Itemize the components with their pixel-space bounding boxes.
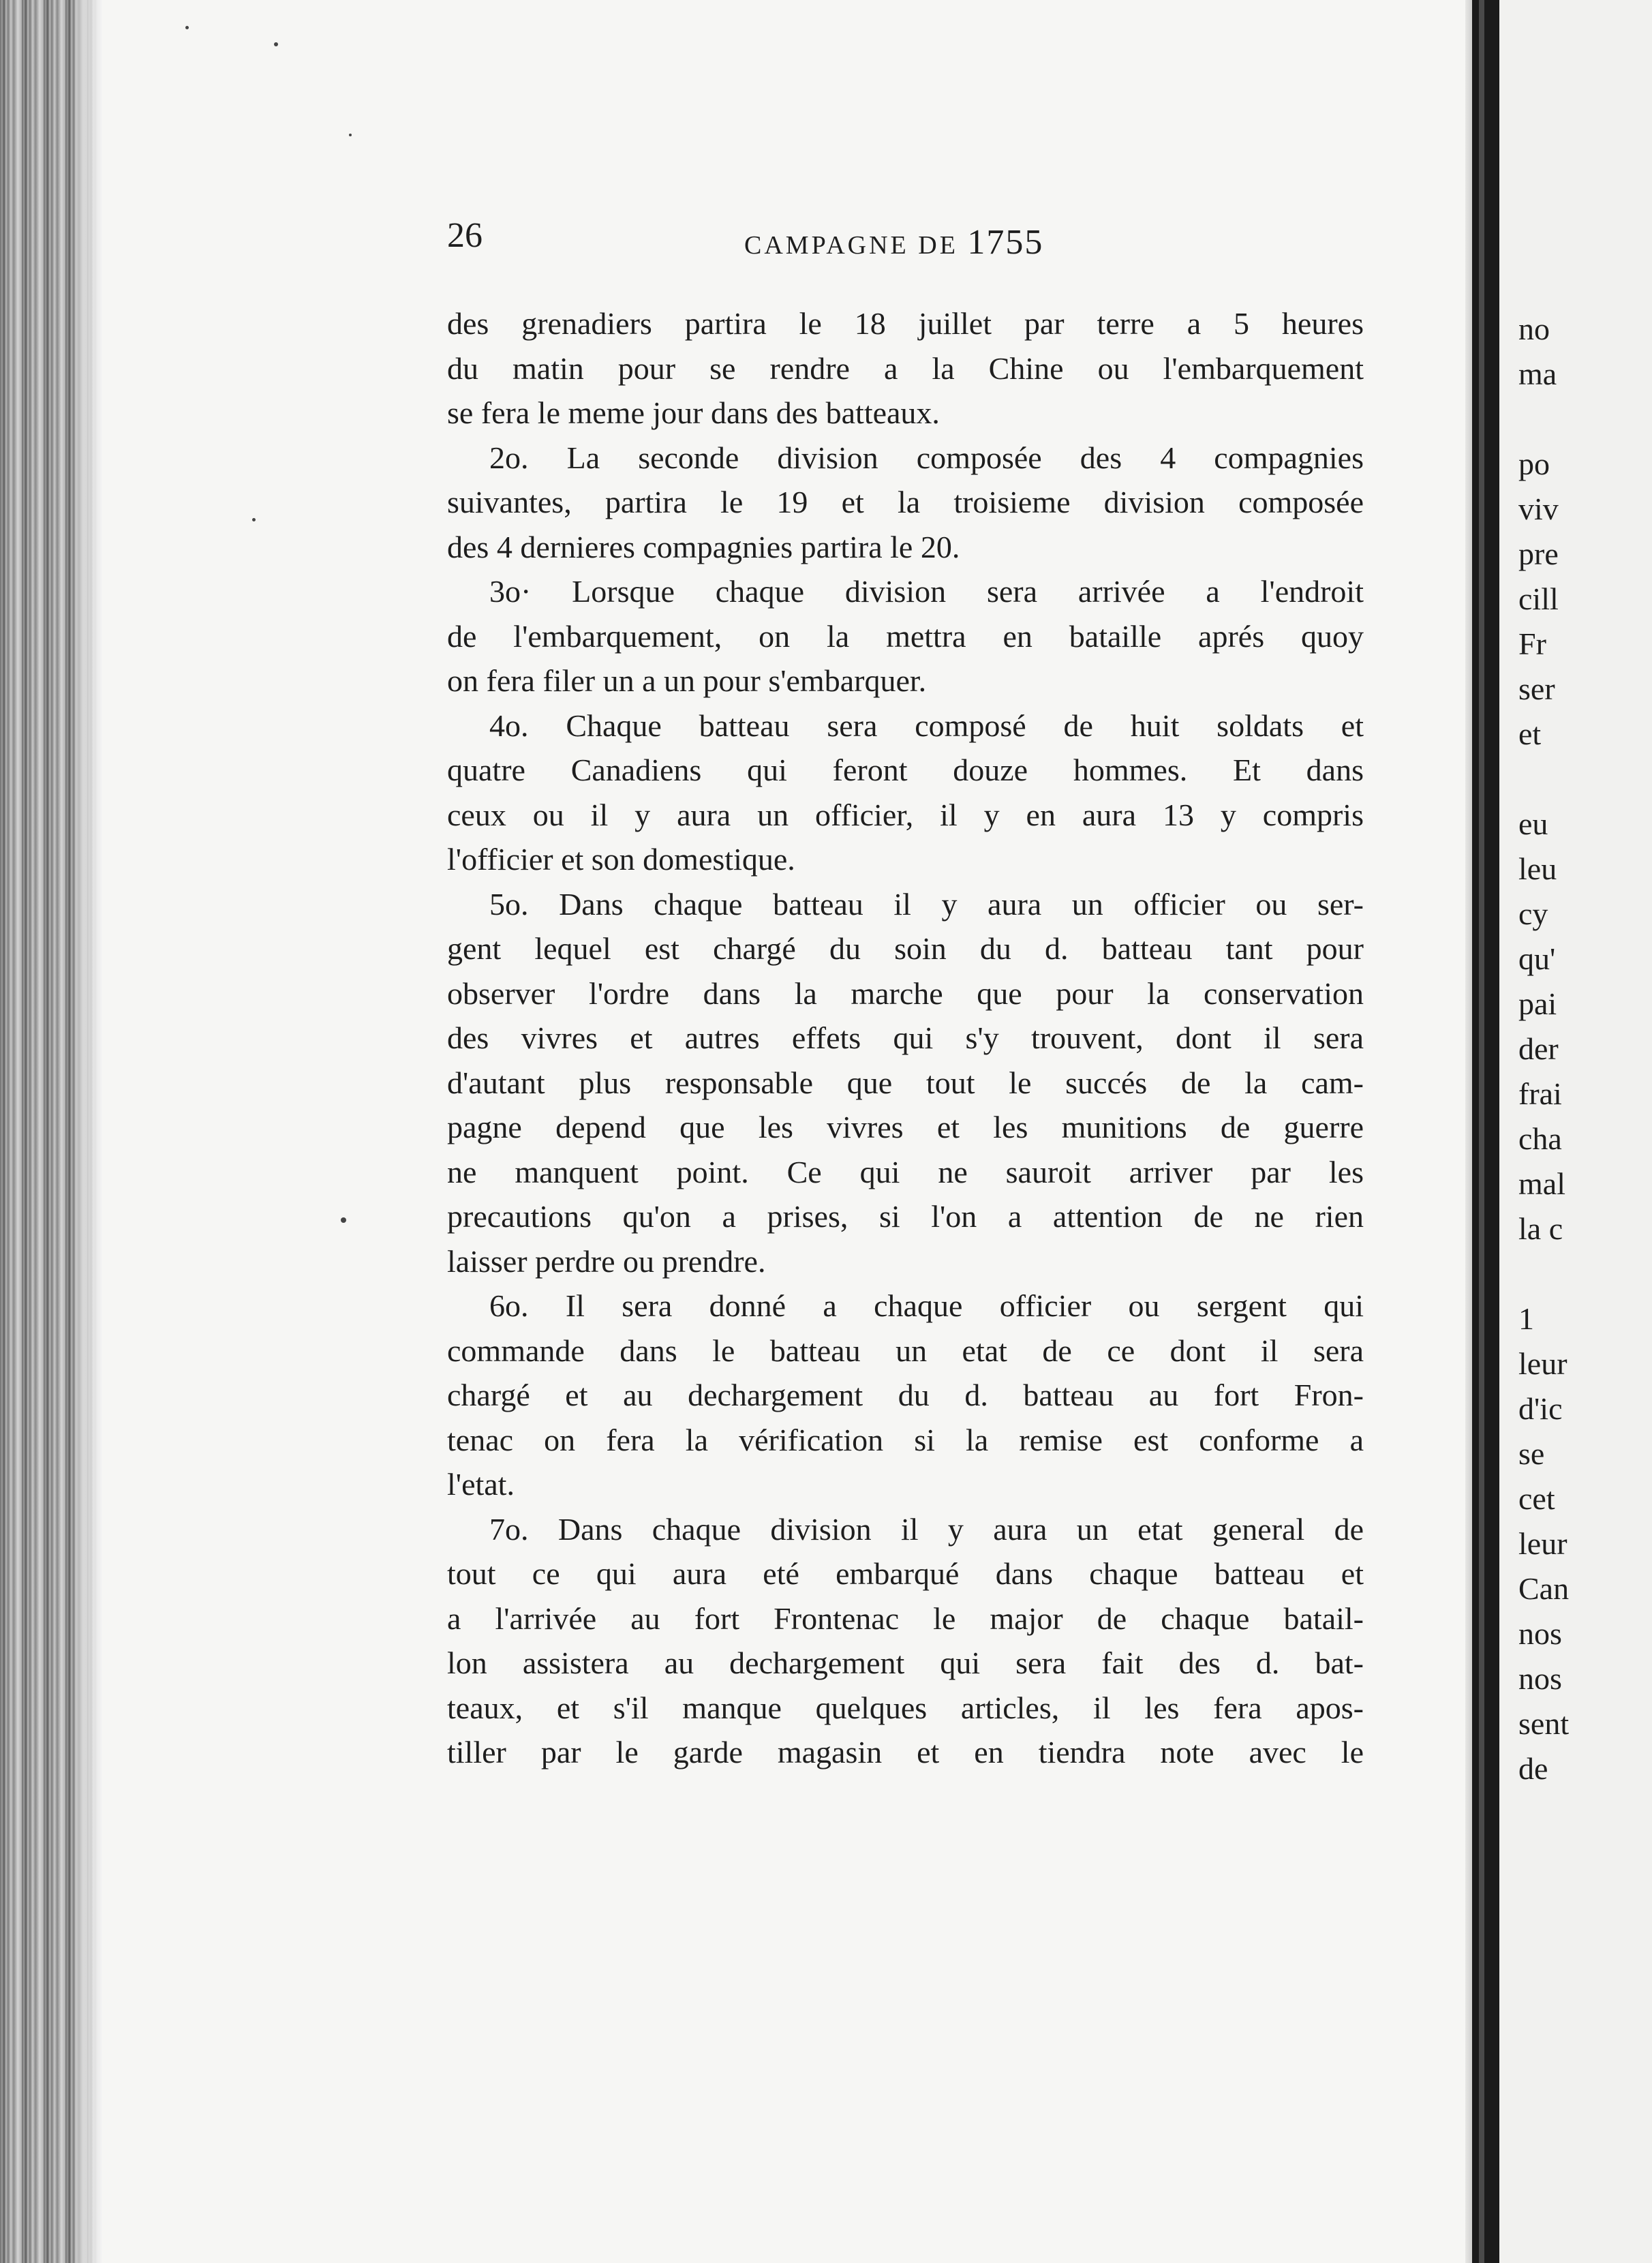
facing-page-fragment: eu (1518, 806, 1548, 841)
page-gutter (1472, 0, 1499, 2263)
text-line: on fera filer un a un pour s'embarquer. (447, 663, 927, 698)
text-line: du matin pour se rendre a la Chine ou l'embarquement (447, 350, 1364, 386)
text-line: tenac on fera la vérification si la remise est conforme a (447, 1422, 1364, 1457)
facing-page-fragment: la c (1518, 1211, 1563, 1246)
text-line: 7o. Dans chaque division il y aura un etat general de (489, 1511, 1364, 1547)
text-line: ceux ou il y aura un officier, il y en aura 13 y compris (447, 797, 1364, 832)
text-line: des vivres et autres effets qui s'y trouvent, dont il sera (447, 1020, 1364, 1055)
text-line: 4o. Chaque batteau sera composé de huit soldats et (489, 708, 1364, 743)
facing-page-fragment: Fr (1518, 626, 1546, 661)
facing-page-fragment: de (1518, 1751, 1548, 1786)
text-line: des grenadiers partira le 18 juillet par terre a 5 heures (447, 306, 1364, 341)
text-line: l'etat. (447, 1467, 515, 1502)
facing-page-fragment: no (1518, 312, 1550, 346)
facing-page-fragment: po (1518, 446, 1550, 481)
text-line: l'officier et son domestique. (447, 842, 795, 877)
facing-page-fragment: leu (1518, 851, 1557, 886)
text-line: observer l'ordre dans la marche que pour la conservation (447, 975, 1364, 1011)
facing-page-fragment: nos (1518, 1616, 1562, 1651)
facing-page-fragment: cha (1518, 1121, 1562, 1156)
scan-speck (274, 42, 278, 46)
page-title-year: 1755 (967, 223, 1044, 262)
page-number: 26 (447, 216, 483, 255)
facing-page-fragment: 1 (1518, 1301, 1534, 1336)
facing-page-fragment: sent (1518, 1706, 1570, 1741)
text-line: 3o· Lorsque chaque division sera arrivée a l'endroit (489, 574, 1364, 609)
text-line: suivantes, partira le 19 et la troisieme division composée (447, 485, 1364, 519)
text-line: teaux, et s'il manque quelques articles, il les fera apos- (447, 1690, 1364, 1725)
facing-page-fragment: frai (1518, 1076, 1562, 1111)
text-line: 2o. La seconde division composée des 4 compagnies (489, 440, 1364, 475)
text-line: ne manquent point. Ce qui ne sauroit arriver par les (447, 1154, 1364, 1189)
facing-page-fragment: pai (1518, 986, 1557, 1021)
facing-page-fragment: leur (1518, 1526, 1567, 1561)
facing-page-fragment: Can (1518, 1571, 1570, 1606)
page-title (744, 222, 1043, 262)
facing-page-fragment: ma (1518, 356, 1557, 391)
text-line: a l'arrivée au fort Frontenac le major de chaque batail- (447, 1600, 1364, 1636)
facing-page-fragment: d'ic (1518, 1391, 1563, 1426)
page-title-text: CAMPAGNE DE (744, 231, 958, 260)
text-line: chargé et au dechargement du d. batteau au fort Fron- (447, 1378, 1364, 1412)
facing-page-fragment: cill (1518, 581, 1559, 616)
text-line: tout ce qui aura eté embarqué dans chaque batteau et (447, 1556, 1364, 1591)
scan-speck (349, 134, 352, 136)
facing-page-fragment: nos (1518, 1661, 1562, 1696)
scan-speck (341, 1217, 346, 1223)
facing-page-fragment: cet (1518, 1481, 1555, 1516)
facing-page-fragment: et (1518, 716, 1542, 751)
facing-page-fragment: der (1518, 1031, 1559, 1066)
text-line: quatre Canadiens qui feront douze hommes. Et dans (447, 753, 1364, 787)
text-line: laisser perdre ou prendre. (447, 1243, 766, 1279)
facing-page-fragment: ser (1518, 671, 1555, 706)
binding-shadow (75, 0, 102, 2263)
facing-page-fragment: qu' (1518, 941, 1556, 976)
facing-page (1499, 0, 1652, 2263)
text-line: des 4 dernieres compagnies partira le 20. (447, 529, 960, 564)
text-line: 6o. Il sera donné a chaque officier ou sergent qui (489, 1288, 1364, 1323)
running-head (447, 215, 1364, 263)
text-line: tiller par le garde magasin et en tiendra note avec le (447, 1735, 1364, 1770)
text-line: 5o. Dans chaque batteau il y aura un officier ou ser- (489, 886, 1364, 922)
facing-page-fragment: leur (1518, 1346, 1567, 1381)
text-line: de l'embarquement, on la mettra en bataille aprés quoy (447, 618, 1364, 654)
text-line: se fera le meme jour dans des batteaux. (447, 395, 940, 430)
scan-speck (252, 518, 256, 521)
text-line: d'autant plus responsable que tout le succés de la cam- (447, 1065, 1364, 1100)
body-text (447, 301, 1364, 1775)
text-line: commande dans le batteau un etat de ce dont il sera (447, 1333, 1364, 1368)
text-line: gent lequel est chargé du soin du d. batteau tant pour (447, 931, 1364, 966)
scan-speck (185, 26, 189, 29)
facing-page-fragment: mal (1518, 1166, 1565, 1201)
text-line: pagne depend que les vivres et les munitions de guerre (447, 1110, 1364, 1144)
facing-page-fragment: pre (1518, 536, 1559, 571)
text-line: lon assistera au dechargement qui sera fait des d. bat- (447, 1645, 1364, 1680)
facing-page-fragment: se (1518, 1436, 1545, 1471)
facing-page-fragment: viv (1518, 491, 1559, 526)
text-line: precautions qu'on a prises, si l'on a attention de ne rien (447, 1199, 1364, 1234)
facing-page-fragment: cy (1518, 896, 1548, 931)
